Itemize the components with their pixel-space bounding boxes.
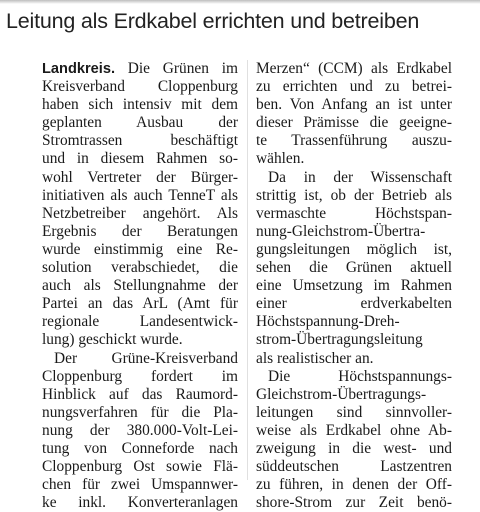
text-line: haben sich intensiv mit dem (42, 96, 238, 114)
text-line: Cloppenburg fordert im (42, 367, 238, 385)
text-line: weise als Erdkabel ohne Ab- (256, 421, 452, 439)
text-line: vermaschte Höchstspan- (256, 204, 452, 222)
text-line: sehen die Grünen aktuell (256, 259, 452, 277)
text-line: nungsverfahren für die Pla- (42, 403, 238, 421)
text-line: regionale Landesentwick- (42, 313, 238, 331)
text-line: zu errichten und zu betrei- (256, 78, 452, 96)
text-line: zweigung in die west- und (256, 439, 452, 457)
text-line: nung-Gleichstrom-Übertra- (256, 222, 426, 240)
text-line: Ergebnis der Beratungen (42, 222, 238, 240)
column-divider (247, 60, 248, 480)
text-line: solution verabschiedet, die (42, 259, 238, 277)
text-line: te Trassenführung auszu- (256, 132, 452, 150)
text-line: wählen. (256, 150, 305, 168)
text-line: süddeutschen Lastzentren (256, 458, 452, 476)
text-line: Die Höchstspannungs- (268, 367, 452, 385)
article-column-right (256, 60, 452, 512)
text-line: Kreisverband Cloppenburg (42, 78, 238, 96)
text-line: auch als Stellungnahme der (42, 277, 238, 295)
text-line: tung von Conneforde nach (42, 439, 238, 457)
text-line: strittig ist, ob der Betrieb als (256, 186, 452, 204)
text-line: Der Grüne-Kreisverband (54, 349, 238, 367)
text-line: und in diesem Rahmen so- (42, 150, 238, 168)
text-line: ben. Von Anfang an ist unter (256, 96, 452, 114)
text-line: shore-Strom zur Zeit benö- (256, 494, 452, 512)
text-line: chen für zwei Umspannwer- (42, 476, 238, 494)
article-column-left (42, 60, 238, 512)
text-line: Höchstspannung-Dreh- (256, 313, 400, 331)
dateline: Landkreis. (42, 61, 115, 77)
text-line: Merzen“ (CCM) als Erdkabel (256, 60, 452, 77)
text-line: leitungen sind sinnvoller- (256, 403, 452, 421)
text-line: ke inkl. Konverteranlagen (42, 494, 238, 512)
text-line (42, 60, 238, 78)
text-line: wohl Vertreter der Bürger- (42, 168, 238, 186)
text-line: eine Umsetzung im Rahmen (256, 277, 452, 295)
text-line: zu führen, in denen der Off- (256, 476, 452, 494)
text-line: geplanten Ausbau der (42, 114, 238, 132)
text-line: Stromtrassen beschäftigt (42, 132, 238, 150)
scan-top-edge (0, 0, 480, 4)
text-line: dieser Prämisse die geeigne- (256, 114, 452, 132)
text-line: Gleichstrom-Übertragungs- (256, 385, 427, 403)
article-headline: Leitung als Erdkabel errichten und betreiben (6, 9, 420, 33)
text-line: Netzbetreiber angehört. Als (42, 204, 238, 222)
text-line: gungsleitungen möglich ist, (256, 240, 452, 258)
text-line-content: Die Grünen im (115, 60, 238, 77)
text-line: lung) geschickt wurde. (42, 331, 183, 349)
text-line: Hinblick auf das Raumord- (42, 385, 238, 403)
text-line: Da in der Wissenschaft (268, 168, 452, 186)
text-line: Cloppenburg Ost sowie Flä- (42, 458, 238, 476)
text-line: strom-Übertragungsleitung (256, 331, 423, 349)
text-line: nung der 380.000-Volt-Lei- (42, 421, 238, 439)
text-line: als realistischer an. (256, 349, 374, 367)
text-line: wurde einstimmig eine Re- (42, 240, 238, 258)
text-line: einer erdverkabelten (256, 295, 452, 313)
text-line: initiativen als auch TenneT als (42, 186, 238, 204)
text-line: Partei an das ArL (Amt für (42, 295, 238, 313)
